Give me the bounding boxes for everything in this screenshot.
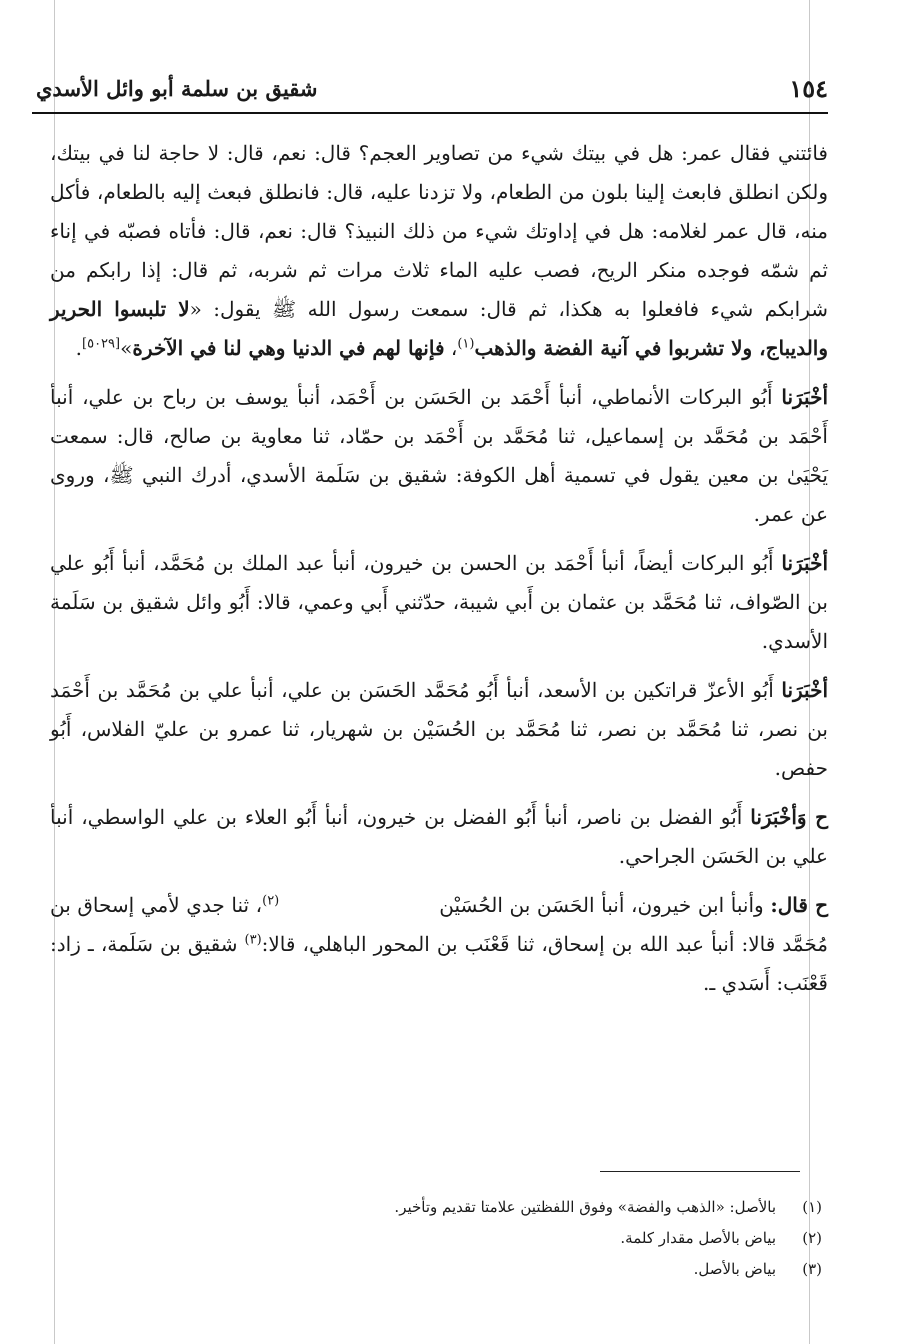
footnote-text: بياض بالأصل مقدار كلمة. bbox=[620, 1229, 776, 1247]
paragraph bbox=[50, 134, 828, 368]
narration-keyword: أخْبَرَنا bbox=[781, 385, 828, 409]
footnote-reference: (٢) bbox=[262, 893, 280, 909]
footnote-reference: (١) bbox=[457, 336, 475, 352]
hadith-text: فإنها لهم في الدنيا وهي لنا في الآخرة bbox=[132, 336, 445, 360]
footnote-number: (٢) bbox=[802, 1229, 822, 1247]
paragraph bbox=[50, 544, 828, 661]
footnote-separator bbox=[600, 1171, 800, 1172]
text-segment: أَبُو الأعزّ قراتكين بن الأسعد، أنبأ أَبُو مُحَمَّد الحَسَن بن علي، أنبأ علي بن مُحَمَّد بن أَحْمَد بن نصر، ثنا مُحَمَّد بن نصر، ثنا مُحَمَّد بن الحُسَيْن بن شهريار، ثنا عمرو بن عليّ الفلاس، أَبُو حفص. bbox=[50, 678, 828, 780]
narration-keyword: ح وَأخْبَرَنا bbox=[750, 805, 828, 829]
text-segment: ، bbox=[444, 336, 458, 360]
footnote bbox=[200, 1254, 822, 1285]
text-segment: ، ثنا جدي لأمي إسحاق بن مُحَمَّد قالا: أنبأ عبد الله بن إسحاق، ثنا قَعْنَب بن المحور الباهلي، قالا: bbox=[50, 893, 828, 956]
hadith-text: لا تلبسوا الحرير والديباج، ولا تشربوا في آنية الفضة والذهب bbox=[50, 297, 828, 360]
narration-keyword: ح قال: bbox=[770, 893, 829, 917]
footnote-reference: [٥٠٢٩] bbox=[82, 336, 121, 352]
footnote-text: بياض بالأصل. bbox=[693, 1260, 776, 1278]
text-segment: شقيق بن سَلَمة، ـ زاد: قَعْنَب: أَسَدي ـ. bbox=[50, 932, 828, 995]
paragraph bbox=[50, 798, 828, 876]
page-header bbox=[32, 58, 828, 114]
running-title: شقيق بن سلمة أبو وائل الأسدي bbox=[36, 76, 318, 101]
footnote-text: بالأصل: «الذهب والفضة» وفوق اللفظتين علامتا تقديم وتأخير. bbox=[394, 1198, 776, 1216]
paragraph bbox=[50, 671, 828, 788]
text-segment: أَبُو الفضل بن ناصر، أنبأ أَبُو الفضل بن خيرون، أنبأ أَبُو العلاء بن علي الواسطي، أنبأ علي بن الحَسَن الجراحي. bbox=[50, 805, 828, 868]
text-segment: . bbox=[75, 336, 83, 360]
footnotes bbox=[200, 1192, 822, 1285]
text-segment: فائتني فقال عمر: هل في بيتك شيء من تصاوير العجم؟ قال: نعم، قال: لا حاجة لنا في بيتك، ولكن انطلق فابعث إلينا بلون من الطعام، ولا تزدنا عليه، قال: فانطلق فبعث إليه بالطعام، فأكل منه، قال عمر لغلامه: هل في إداوتك شيء من ذلك النبيذ؟ قال: نعم، قال: فأتاه فصبّه في إناء ثم شمّه فوجده منكر الريح، فصب عليه الماء ثلاث مرات ثم شربه، ثم قال: إذا رابكم من شرابكم شيء فافعلوا به هكذا، ثم قال: سمعت رسول الله ﷺ يقول: « bbox=[50, 141, 828, 321]
footnote-number: (١) bbox=[802, 1198, 822, 1216]
text-segment: وأنبأ ابن خيرون، أنبأ الحَسَن بن الحُسَيْن bbox=[439, 893, 771, 917]
footnote-number: (٣) bbox=[802, 1260, 822, 1278]
narration-keyword: أخْبَرَنا bbox=[781, 678, 828, 702]
footnote-reference: (٣) bbox=[244, 932, 262, 948]
text-segment: أَبُو البركات أيضاً، أنبأ أَحْمَد بن الحسن بن خيرون، أنبأ عبد الملك بن مُحَمَّد، أنبأ أَبُو علي بن الصّواف، ثنا مُحَمَّد بن عثمان بن أَبي شيبة، حدّثني أَبي وعمي، قالا: أَبُو وائل شقيق بن سَلَمة الأسدي. bbox=[50, 551, 828, 653]
text-segment: » bbox=[120, 336, 133, 360]
footnote bbox=[200, 1192, 822, 1223]
narration-keyword: أخْبَرَنا bbox=[781, 551, 828, 575]
footnote bbox=[200, 1223, 822, 1254]
paragraph bbox=[50, 886, 828, 1003]
body-text bbox=[50, 134, 828, 1013]
page-number: ١٥٤ bbox=[789, 74, 828, 103]
text-segment: أَبُو البركات الأنماطي، أنبأ أَحْمَد بن الحَسَن بن أَحْمَد، أنبأ يوسف بن رباح بن علي، أنبأ أَحْمَد بن مُحَمَّد بن إسماعيل، ثنا مُحَمَّد بن أَحْمَد بن حمّاد، ثنا معاوية بن صالح، قال: سمعت يَحْيَىٰ بن معين يقول في تسمية أهل الكوفة: شقيق بن سَلَمة الأسدي، أدرك النبي ﷺ، وروى عن عمر. bbox=[50, 385, 828, 526]
paragraph bbox=[50, 378, 828, 534]
